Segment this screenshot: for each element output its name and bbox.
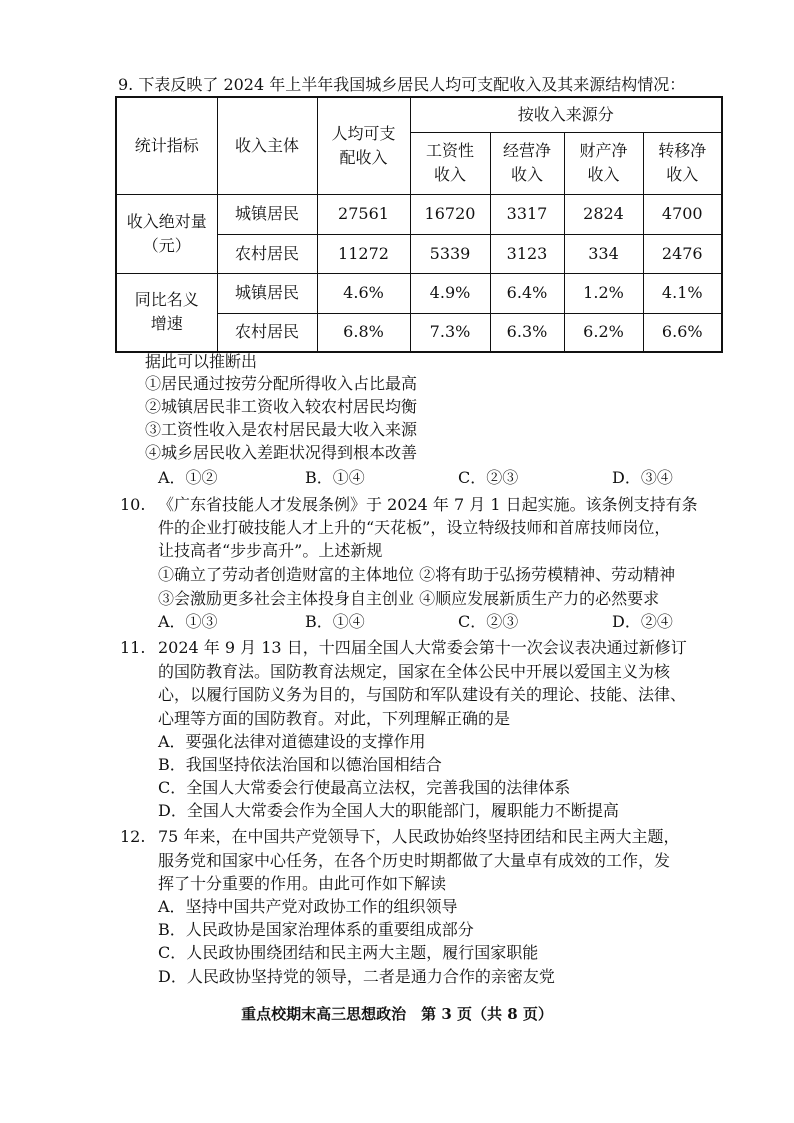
q10-line-3: 让技高者“步步高升”。上述新规 bbox=[158, 541, 383, 560]
header-business bbox=[490, 132, 564, 194]
cell-transfer: 6.6% bbox=[643, 313, 722, 352]
q11-line-2: 的国防教育法。国防教育法规定，国家在全体公民中开展以爱国主义为核 bbox=[158, 662, 671, 681]
cell-subject: 城镇居民 bbox=[217, 273, 317, 313]
cell-business: 3317 bbox=[490, 194, 564, 234]
header-by-source: 按收入来源分 bbox=[410, 97, 722, 132]
q12-line-1: 75 年来，在中国共产党领导下，人民政协始终坚持团结和民主两大主题， bbox=[158, 827, 680, 846]
header-business-line1: 经营净 bbox=[502, 141, 551, 160]
cell-transfer: 2476 bbox=[643, 234, 722, 273]
cell-property: 2824 bbox=[564, 194, 643, 234]
q9-option-a[interactable]: A．①② bbox=[158, 468, 218, 487]
cell-transfer: 4.1% bbox=[643, 273, 722, 313]
page-footer: 重点校期末高三思想政治 第 3 页（共 8 页） bbox=[241, 1005, 553, 1023]
q12-option-d[interactable]: D．人民政协坚持党的领导，二者是通力合作的亲密友党 bbox=[158, 967, 555, 986]
q11-option-d[interactable]: D．全国人大常委会作为全国人大的职能部门，履职能力不断提高 bbox=[158, 801, 619, 820]
q10-option-b[interactable]: B．①④ bbox=[305, 612, 365, 631]
income-table bbox=[115, 96, 723, 353]
header-property bbox=[564, 132, 643, 194]
cell-subject: 农村居民 bbox=[217, 234, 317, 273]
header-wage bbox=[410, 132, 490, 194]
cell-wage: 5339 bbox=[410, 234, 490, 273]
q9-option-c[interactable]: C．②③ bbox=[458, 468, 519, 487]
header-business-line2: 收入 bbox=[510, 165, 543, 184]
table-row bbox=[116, 273, 722, 313]
cell-transfer: 4700 bbox=[643, 194, 722, 234]
header-transfer-line1: 转移净 bbox=[658, 141, 707, 160]
q11-option-c[interactable]: C．全国人大常委会行使最高立法权，完善我国的法律体系 bbox=[158, 778, 571, 797]
header-property-line2: 收入 bbox=[587, 165, 620, 184]
q10-item-row-2: ③会激励更多社会主体投身自主创业 ④顺应发展新质生产力的必然要求 bbox=[158, 589, 660, 608]
cell-total: 27561 bbox=[317, 194, 410, 234]
q12-option-a[interactable]: A．坚持中国共产党对政协工作的组织领导 bbox=[158, 897, 458, 916]
header-per-capita-line1: 人均可支 bbox=[331, 123, 396, 143]
q9-option-b[interactable]: B．①④ bbox=[305, 468, 365, 487]
cell-subject: 城镇居民 bbox=[217, 194, 317, 234]
q9-option-d[interactable]: D．③④ bbox=[612, 468, 673, 487]
header-subject: 收入主体 bbox=[217, 97, 317, 194]
q10-number: 10. bbox=[120, 495, 146, 514]
cell-total: 11272 bbox=[317, 234, 410, 273]
growth-label-line2: 增速 bbox=[150, 314, 183, 334]
abs-label-line2: （元） bbox=[142, 235, 191, 255]
table-row bbox=[116, 194, 722, 234]
q12-number: 12. bbox=[120, 827, 146, 846]
q11-option-a[interactable]: A．要强化法律对道德建设的支撑作用 bbox=[158, 732, 426, 751]
q10-option-d[interactable]: D．②④ bbox=[612, 612, 673, 631]
q9-item-4: ④城乡居民收入差距状况得到根本改善 bbox=[145, 443, 418, 462]
header-transfer-line2: 收入 bbox=[666, 165, 699, 184]
q9-stem: 9. 下表反映了 2024 年上半年我国城乡居民人均可支配收入及其来源结构情况： bbox=[118, 75, 686, 94]
cell-total: 4.6% bbox=[317, 273, 410, 313]
q11-line-1: 2024 年 9 月 13 日，十四届全国人大常委会第十一次会议表决通过新修订 bbox=[158, 638, 687, 657]
abs-label-line1: 收入绝对量 bbox=[126, 211, 207, 231]
q10-option-a[interactable]: A．①③ bbox=[158, 612, 218, 631]
cell-business: 3123 bbox=[490, 234, 564, 273]
q10-option-c[interactable]: C．②③ bbox=[458, 612, 519, 631]
q11-number: 11. bbox=[120, 638, 146, 657]
q10-item-row-1: ①确立了劳动者创造财富的主体地位 ②将有助于弘扬劳模精神、劳动精神 bbox=[158, 565, 676, 584]
header-transfer bbox=[643, 132, 722, 194]
cell-property: 1.2% bbox=[564, 273, 643, 313]
cell-wage: 16720 bbox=[410, 194, 490, 234]
q9-item-3: ③工资性收入是农村居民最大收入来源 bbox=[145, 420, 418, 439]
q10-line-1: 《广东省技能人才发展条例》于 2024 年 7 月 1 日起实施。该条例支持有条 bbox=[158, 495, 698, 514]
cell-business: 6.4% bbox=[490, 273, 564, 313]
q12-line-3: 挥了十分重要的作用。由此可作如下解读 bbox=[158, 874, 447, 893]
q12-option-c[interactable]: C．人民政协围绕团结和民主两大主题，履行国家职能 bbox=[158, 943, 539, 962]
header-indicator: 统计指标 bbox=[116, 97, 217, 194]
q11-line-4: 心理等方面的国防教育。对此，下列理解正确的是 bbox=[158, 709, 511, 728]
q11-line-3: 心，以履行国防义务为目的，与国防和军队建设有关的理论、技能、法律、 bbox=[158, 685, 687, 704]
q12-option-b[interactable]: B．人民政协是国家治理体系的重要组成部分 bbox=[158, 920, 474, 939]
cell-wage: 4.9% bbox=[410, 273, 490, 313]
cell-business: 6.3% bbox=[490, 313, 564, 352]
growth-label bbox=[116, 273, 217, 352]
cell-property: 6.2% bbox=[564, 313, 643, 352]
cell-property: 334 bbox=[564, 234, 643, 273]
q12-line-2: 服务党和国家中心任务，在各个历史时期都做了大量卓有成效的工作，发 bbox=[158, 851, 671, 870]
q11-option-b[interactable]: B．我国坚持依法治国和以德治国相结合 bbox=[158, 755, 442, 774]
header-property-line1: 财产净 bbox=[579, 141, 628, 160]
growth-label-line1: 同比名义 bbox=[134, 290, 199, 310]
q9-item-1: ①居民通过按劳分配所得收入占比最高 bbox=[145, 374, 418, 393]
cell-total: 6.8% bbox=[317, 313, 410, 352]
header-wage-line2: 收入 bbox=[433, 165, 466, 184]
header-per-capita-line2: 配收入 bbox=[339, 147, 388, 167]
cell-subject: 农村居民 bbox=[217, 313, 317, 352]
q9-item-2: ②城镇居民非工资收入较农村居民均衡 bbox=[145, 397, 418, 416]
abs-label bbox=[116, 194, 217, 273]
q10-line-2: 件的企业打破技能人才上升的“天花板”，设立特级技师和首席技师岗位， bbox=[158, 518, 671, 537]
q9-prompt: 据此可以推断出 bbox=[145, 352, 258, 371]
cell-wage: 7.3% bbox=[410, 313, 490, 352]
header-wage-line1: 工资性 bbox=[425, 141, 474, 160]
header-per-capita bbox=[317, 97, 410, 194]
